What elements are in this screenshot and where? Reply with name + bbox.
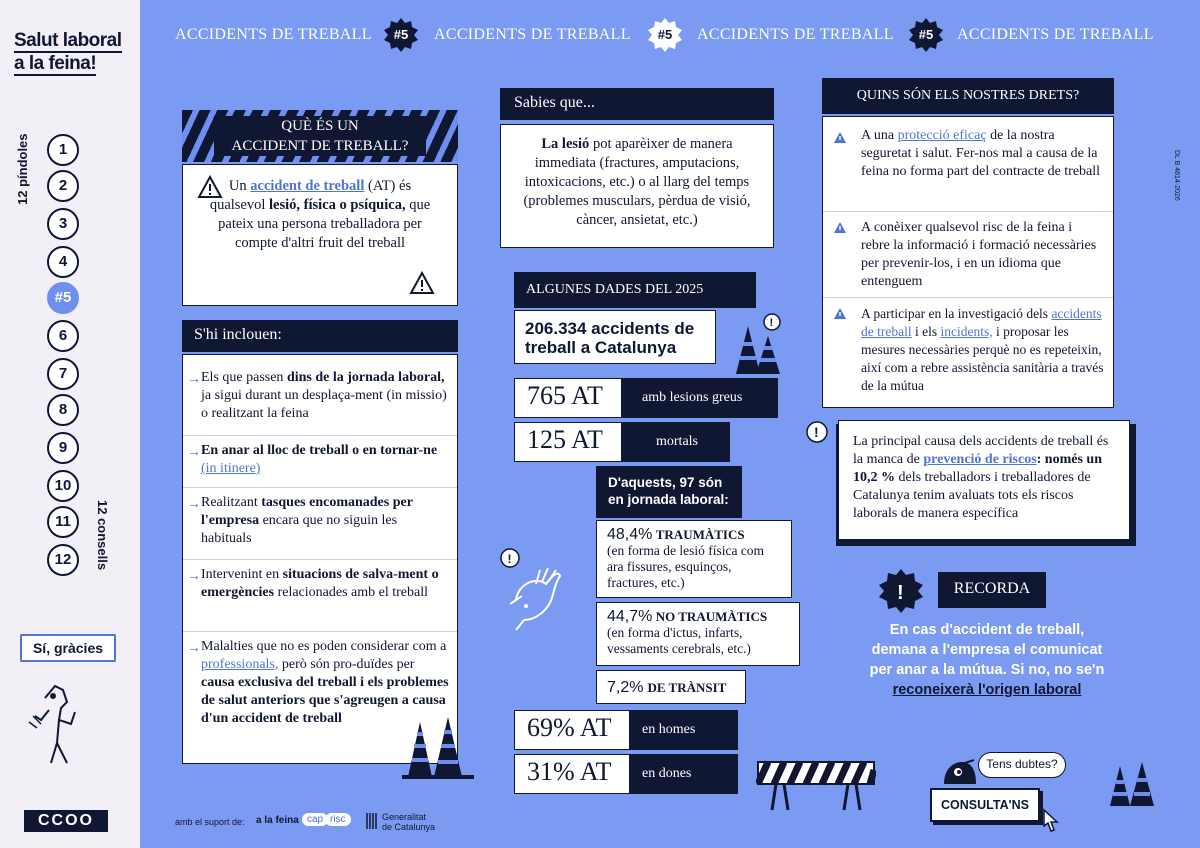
- dones-label: en dones: [630, 754, 738, 794]
- included-box: [182, 354, 458, 764]
- pill-number-3[interactable]: 3: [47, 208, 79, 240]
- warning-icon: [833, 221, 847, 234]
- traumatics-box: 48,4% TRAUMÀTICS (en forma de lesió física com ara fissures, esquinços, fractures, etc.): [596, 520, 792, 598]
- pill-number-5[interactable]: #5: [47, 282, 79, 314]
- doubts-bubble: Tens dubtes?: [978, 752, 1066, 778]
- homes-label: en homes: [630, 710, 738, 750]
- greus-label: amb lesions greus: [622, 378, 778, 418]
- footer-cap: cap: [302, 813, 328, 826]
- character-peek-icon: [940, 756, 980, 786]
- drets-title: QUINS SÓN ELS NOSTRES DRETS?: [822, 78, 1114, 114]
- alert-icon: [802, 420, 832, 446]
- footer-risc: risc: [325, 813, 351, 826]
- list-item: → Els que passen dins de la jornada laboral, ja sigui durant un desplaça-ment (in missio) o realitzant la feina: [187, 370, 447, 421]
- legal-deposit: DL B 4814-2026: [1173, 150, 1180, 201]
- traffic-cones-icon: [1106, 756, 1162, 808]
- what-is-title: QUÈ ÉS UN ACCIDENT DE TREBALL?: [182, 110, 458, 162]
- badge-1: #5: [383, 17, 419, 53]
- pill-number-10[interactable]: 10: [47, 470, 79, 502]
- pill-number-12[interactable]: 12: [47, 544, 79, 576]
- header-text-1: ACCIDENTS DE TREBALL: [175, 26, 372, 43]
- recorda-text: En cas d'accident de treball, demana a l'empresa el comunicat per anar a la mútua. Si no, no se'n reconeixerà l'origen laboral: [869, 622, 1105, 698]
- pill-number-6[interactable]: 6: [47, 320, 79, 352]
- pill-number-4[interactable]: 4: [47, 246, 79, 278]
- ccoo-logo: CCOO: [24, 810, 108, 832]
- list-item: → Malalties que no es poden considerar com a professionals, però són pro-duïdes per causa exclusiva del treball i els problemes de salut anteriors que s'agreugen a causa d'un accident de treball: [183, 631, 457, 728]
- pill-number-2[interactable]: 2: [47, 170, 79, 202]
- header-text-3: ACCIDENTS DE TREBALL: [697, 26, 894, 43]
- proteccio-link[interactable]: protecció eficaç: [897, 128, 987, 143]
- sabies-box: La lesió pot aparèixer de manera immediata (fractures, amputacions, intoxicacions, etc.) o al llarg del temps (problemes musculars, pèrdua de visió, càncer, ansietat, etc.): [500, 124, 774, 248]
- vertical-label-pindoles: 12 píndoles: [15, 133, 30, 205]
- in-itinere-link[interactable]: (in itinere): [201, 461, 261, 476]
- brand-title: Salut laboral a la feina!: [14, 30, 122, 74]
- transit-box: 7,2% DE TRÀNSIT: [596, 670, 746, 704]
- vertical-label-consells: 12 consells: [95, 500, 110, 571]
- header-text-4: ACCIDENTS DE TREBALL: [957, 26, 1154, 43]
- prevencio-link[interactable]: prevenció de riscos: [923, 452, 1037, 467]
- yes-thanks-bubble: Sí, gràcies: [20, 634, 116, 662]
- footer-a-la-feina: a la feina: [256, 815, 299, 826]
- dones-number: 31% AT: [514, 754, 630, 794]
- what-is-box: Un accident de treball (AT) és qualsevol lesió, física o psíquica, que pateix una persona treballadora per compte d'altri fruit del treball: [182, 164, 458, 306]
- svg-text:!: !: [814, 424, 819, 440]
- incidents-link[interactable]: incidents,: [940, 324, 993, 339]
- pill-number-1[interactable]: 1: [47, 134, 79, 166]
- jornada-label: D'aquests, 97 són en jornada laboral:: [596, 466, 742, 518]
- warning-icon: [833, 131, 847, 144]
- svg-text:!: !: [897, 582, 904, 604]
- warning-icon: [197, 175, 223, 199]
- dades-title: ALGUNES DADES DEL 2025: [514, 272, 756, 308]
- warning-icon: [833, 307, 847, 320]
- traffic-cones-icon: [730, 312, 790, 378]
- barrier-icon: [756, 756, 876, 812]
- falling-person-icon: [496, 540, 576, 640]
- greus-number: 765 AT: [514, 378, 622, 418]
- generalitat-logo-icon: [366, 812, 378, 830]
- badge-2: #5: [647, 17, 683, 53]
- traffic-cones-icon: [398, 712, 478, 782]
- sabies-title: Sabies que...: [500, 88, 774, 120]
- character-illustration: [15, 668, 85, 768]
- pill-number-8[interactable]: 8: [47, 394, 79, 426]
- pill-number-7[interactable]: 7: [47, 358, 79, 390]
- svg-text:!: !: [769, 317, 774, 329]
- drets-box: A una protecció eficaç de la nostra seguretat i salut. Fer-nos mal a causa de la feina no forma part del contracte de treball A conèixer qualsevol risc de la feina i rebre la informació i formació necessàries per prevenir-los, i en un idioma que entenguem A participar en la investigació dels accidents de treball i els incidents, i proposar les mesures necessàries perquè no es repeteixin, així com a rebre assistència sanitària a través de la mútua: [822, 116, 1114, 408]
- pill-number-9[interactable]: 9: [47, 432, 79, 464]
- included-title: S'hi inclouen:: [182, 320, 458, 352]
- accident-link[interactable]: accident de treball: [250, 178, 365, 194]
- dades-total: 206.334 accidents de treball a Catalunya: [514, 310, 716, 364]
- header-text-2: ACCIDENTS DE TREBALL: [434, 26, 631, 43]
- list-item: → En anar al lloc de treball o en tornar-ne (in itinere): [183, 435, 457, 478]
- alert-badge-icon: [878, 568, 924, 614]
- cursor-hand-icon: [1040, 808, 1062, 834]
- footer-support: amb el suport de:: [175, 817, 245, 827]
- list-item: → Realitzant tasques encomanades per l'empresa encara que no siguin les habituals: [183, 487, 457, 548]
- recorda-label: RECORDA: [938, 572, 1046, 608]
- homes-number: 69% AT: [514, 710, 630, 750]
- list-item: → Intervenint en situacions de salva-ment o emergències relacionades amb el treball: [183, 559, 457, 602]
- accidents-link[interactable]: accidents de treball: [861, 306, 1102, 339]
- pill-number-11[interactable]: 11: [47, 506, 79, 538]
- badge-3: #5: [908, 17, 944, 53]
- svg-text:!: !: [507, 552, 512, 566]
- mortals-label: mortals: [622, 422, 730, 462]
- causa-box: La principal causa dels accidents de treball és la manca de prevenció de riscos: només un 10,2 % dels treballadors i treballadores de Catalunya tenim avaluats tots els riscos laborals de manera específica: [838, 420, 1130, 540]
- consulta-button[interactable]: CONSULTA'NS: [930, 788, 1040, 822]
- no-traumatics-box: 44,7% NO TRAUMÀTICS (en forma d'ictus, infarts, vessaments cerebrals, etc.): [596, 602, 800, 666]
- mortals-number: 125 AT: [514, 422, 622, 462]
- professionals-link[interactable]: professionals,: [201, 657, 279, 672]
- footer-generalitat: Generalitat de Catalunya: [382, 812, 436, 832]
- warning-icon: [409, 271, 435, 295]
